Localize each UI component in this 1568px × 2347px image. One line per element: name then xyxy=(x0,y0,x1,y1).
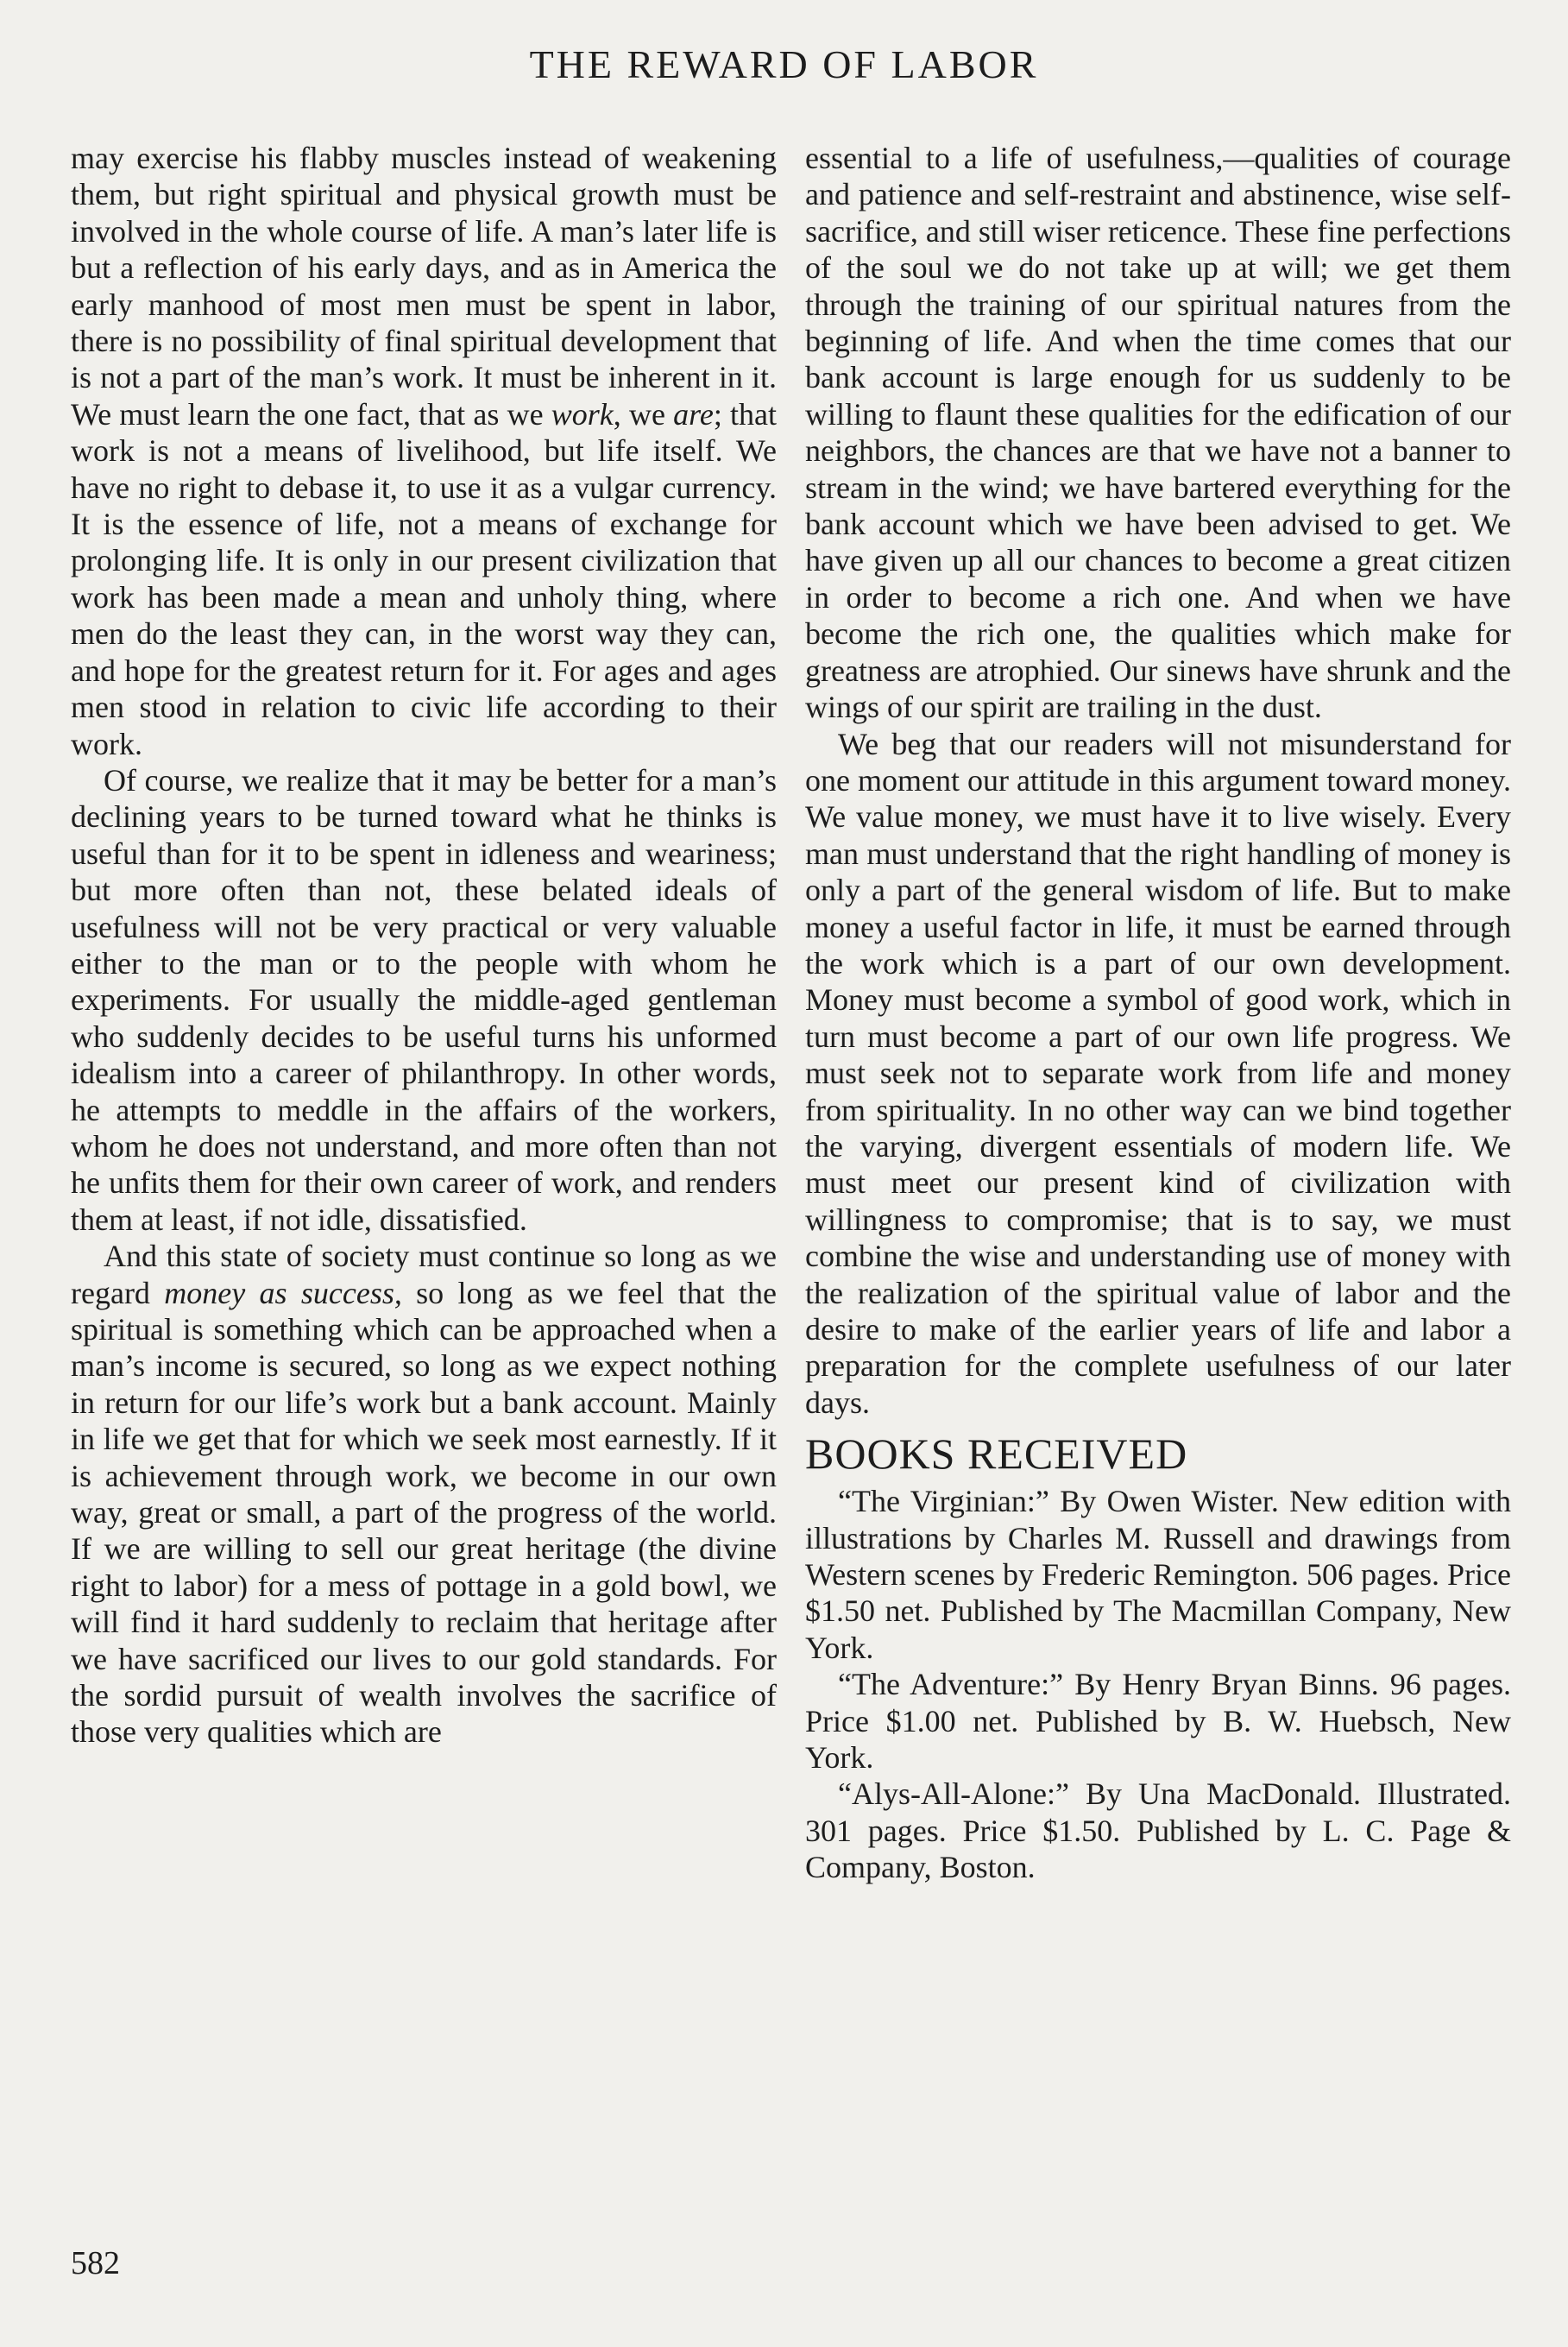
page-number: 582 xyxy=(71,2245,120,2281)
body-paragraph: Of course, we realize that it may be better for a man’s declining years to be turned toward what he thinks is useful than for it to be spent in idleness and weariness; but more often than not, these belated ideals of usefulness will not be very practical or very valuable either to the man or to the people with whom he experiments. For usually the middle-aged gentleman who suddenly decides to be useful turns his unformed idealism into a career of philanthropy. In other words, he attempts to meddle in the affairs of the workers, whom he does not understand, and more often than not he unfits them for their own career of work, and renders them at least, if not idle, dissatisfied. xyxy=(71,762,777,1237)
running-head: THE REWARD OF LABOR xyxy=(529,42,1039,86)
book-entry: “Alys-All-Alone:” By Una MacDonald. Illustrated. 301 pages. Price $1.50. Published by L. C. Page & Company, Boston. xyxy=(805,1776,1511,1885)
body-paragraph: essential to a life of usefulness,—qualities of courage and patience and self-restraint and abstinence, wise self-sacrifice, and still wiser reticence. These fine perfections of the soul we do not take up at will; we get them through the training of our spiritual natures from the beginning of life. And when the time comes that our bank account is large enough for us suddenly to be willing to flaunt these qualities for the edification of our neighbors, the chances are that we have not a banner to stream in the wind; we have bartered everything for the bank account which we have been advised to get. We have given up all our chances to become a great citizen in order to become a rich one. And when we have become the rich one, the qualities which make for greatness are atrophied. Our sinews have shrunk and the wings of our spirit are trailing in the dust. xyxy=(805,141,1511,725)
body-paragraph: may exercise his flabby muscles instead of weakening them, but right spiritual and physical growth must be involved in the whole course of life. A man’s later life is but a reflection of his early days, and as in America the early manhood of most men must be spent in labor, there is no possibility of final spiritual development that is not a part of the man’s work. It must be inherent in it. We must learn the one fact, that as we work, we are; that work is not a means of livelihood, but life itself. We have no right to debase it, to use it as a vulgar currency. It is the essence of life, not a means of exchange for prolonging life. It is only in our present civilization that work has been made a mean and unholy thing, where men do the least they can, in the worst way they can, and hope for the greatest return for it. For ages and ages men stood in relation to civic life according to their work. xyxy=(71,141,778,761)
books-received-heading: BOOKS RECEIVED xyxy=(805,1429,1188,1479)
body-paragraph: And this state of society must continue so long as we regard money as success, so long as we feel that the spiritual is something which can be approached when a man’s income is secured, so long as we expect nothing in return for our life’s work but a bank account. Mainly in life we get that for which we seek most earnestly. If it is achievement through work, we become in our own way, great or small, a part of the progress of the world. If we are willing to sell our great heritage (the divine right to labor) for a mess of pottage in a gold bowl, we will find it hard suddenly to reclaim that heritage after we have sacrificed our lives to our gold standards. For the sordid pursuit of wealth involves the sacrifice of those very qualities which are xyxy=(71,1239,777,1750)
book-entry: “The Adventure:” By Henry Bryan Binns. 96 pages. Price $1.00 net. Published by B. W. Huebsch, New York. xyxy=(805,1667,1511,1776)
book-entry: “The Virginian:” By Owen Wister. New edition with illustrations by Charles M. Russell and drawings from Western scenes by Frederic Remington. 506 pages. Price $1.50 net. Published by The Macmillan Company, New York. xyxy=(805,1484,1511,1665)
body-paragraph: We beg that our readers will not misunderstand for one moment our attitude in this argument toward money. We value money, we must have it to live wisely. Every man must understand that the right handling of money is only a part of the general wisdom of life. But to make money a useful factor in life, it must be earned through the work which is a part of our own development. Money must become a symbol of good work, which in turn must become a part of our own life progress. We must seek not to separate work from life and money from spirituality. In no other way can we bind together the varying, divergent essentials of modern life. We must meet our present kind of civilization with willingness to compromise; that is to say, we must combine the wise and understanding use of money with the realization of the spiritual value of labor and the desire to make of the earlier years of life and labor a preparation for the complete usefulness of our later days. xyxy=(805,726,1511,1420)
left-column xyxy=(71,140,777,1751)
right-column xyxy=(805,140,1511,1886)
